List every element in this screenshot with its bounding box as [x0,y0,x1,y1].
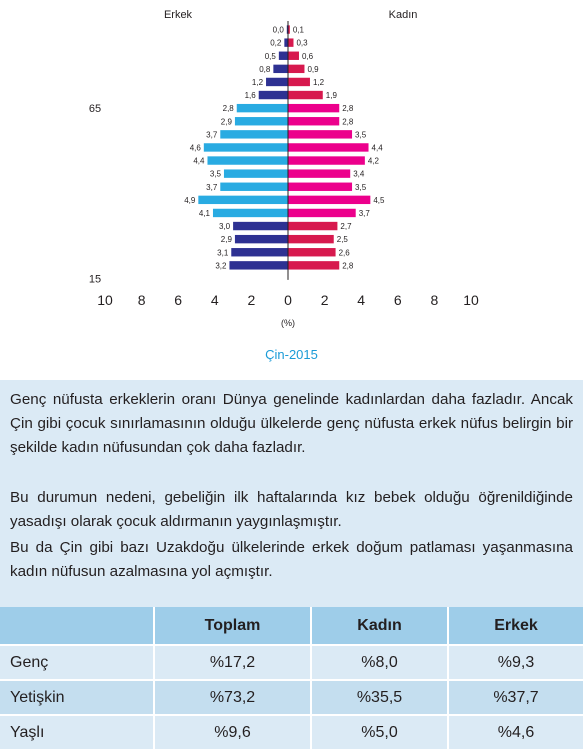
female-bar [288,183,352,191]
x-tick-label: 2 [320,292,329,308]
table-header-row [0,607,583,645]
table-row [0,680,583,715]
table-cell: %9,6 [154,715,311,749]
x-tick-label: 2 [247,292,256,308]
male-value-label: 0,8 [259,64,271,74]
male-value-label: 0,5 [264,51,276,61]
male-value-label: 2,9 [220,235,232,245]
male-value-label: 4,4 [193,156,205,166]
table-cell: %17,2 [154,645,311,680]
row-label: Yaşlı [0,715,154,749]
female-value-label: 4,4 [371,143,383,153]
x-axis-label: (%) [281,318,295,328]
female-value-label: 0,6 [301,51,314,61]
female-value-label: 0,3 [296,38,308,48]
male-bar [220,183,288,191]
male-value-label: 3,5 [209,169,221,179]
female-bar [288,78,310,86]
paragraph-2: Bu durumun nedeni, gebeliğin ilk haftalarında kız bebek olduğu öğrenildiğinde yasadışı olarak çocuk aldırmanın yaygınlaşmıştır. [10,489,573,530]
table-cell: %9,3 [448,645,583,680]
x-tick-label: 10 [463,292,479,308]
male-value-label: 2,8 [222,104,234,114]
female-value-label: 1,2 [312,77,325,87]
female-value-label: 2,8 [342,117,354,127]
female-value-label: 3,4 [353,169,365,179]
male-value-label: 3,0 [218,222,231,232]
female-bar [288,169,350,177]
x-tick-label: 6 [393,292,402,308]
table-cell: %5,0 [311,715,448,749]
paragraph-3: Bu da Çin gibi bazı Uzakdoğu ülkelerinde erkek doğum patlaması yaşanmasına kadın nüfusun azalmasına yol açmıştır. [10,539,573,580]
male-value-label: 3,7 [206,182,218,192]
female-value-label: 4,5 [373,195,385,205]
male-bar [198,196,288,204]
female-bar [288,52,299,60]
male-bar [231,248,288,256]
female-bar [288,235,334,243]
male-bar [213,209,288,217]
male-bar [273,65,288,73]
x-tick-label: 8 [137,292,146,308]
male-bar [284,38,288,46]
age-label: 65 [88,103,102,116]
male-value-label: 3,7 [206,130,218,140]
row-label: Yetişkin [0,680,154,715]
female-bar [288,104,339,112]
x-tick-label: 4 [357,292,366,308]
male-bar [233,222,288,230]
x-tick-label: 0 [284,292,292,308]
male-value-label: 0,0 [272,25,284,35]
chart-title: Çin-2015 [265,347,318,362]
male-value-label: 4,9 [184,195,196,205]
female-value-label: 0,9 [307,64,319,74]
table-cell: %8,0 [311,645,448,680]
explanation-text [0,380,583,607]
female-value-label: 2,5 [336,235,348,245]
male-value-label: 3,2 [215,261,227,271]
female-value-label: 4,2 [367,156,379,166]
population-stats-table [0,607,583,749]
table-cell: %4,6 [448,715,583,749]
male-value-label: 0,2 [270,38,282,48]
x-tick-label: 8 [430,292,439,308]
male-bar [235,235,288,243]
female-bar [288,261,339,269]
female-value-label: 2,8 [342,104,354,114]
table-row [0,645,583,680]
male-value-label: 1,6 [244,91,256,101]
x-tick-label: 4 [210,292,219,308]
female-value-label: 2,6 [338,248,350,258]
male-bar [224,169,288,177]
female-value-label: 0,1 [292,25,304,35]
female-bar [288,143,369,151]
row-label: Genç [0,645,154,680]
male-bar [279,52,288,60]
male-bar [220,130,288,138]
female-bar [288,196,370,204]
female-value-label: 2,7 [340,222,352,232]
female-bar [288,38,293,46]
male-value-label: 2,9 [220,117,232,127]
male-bar [235,117,288,125]
female-bar [288,65,304,73]
table-header-toplam: Toplam [154,607,311,645]
table-cell: %35,5 [311,680,448,715]
female-bar [288,209,356,217]
male-bar [207,156,288,164]
x-tick-label: 6 [174,292,183,308]
female-bar [288,91,323,99]
male-value-label: 3,1 [217,248,229,258]
female-bar [288,222,337,230]
male-value-label: 4,6 [189,143,201,153]
male-bar [237,104,288,112]
male-value-label: 1,2 [251,77,264,87]
female-value-label: 3,7 [358,208,370,218]
paragraph-1: Genç nüfusta erkeklerin oranı Dünya genelinde kadınlardan daha fazladır. Ancak Çin gibi çocuk sınırlamasının olduğu ülkelerde genç nüfusta erkek nüfus belirgin bir şekilde kadın nüfusundan çok daha fazladır. [10,391,573,456]
female-value-label: 3,5 [355,182,367,192]
table-cell: %37,7 [448,680,583,715]
male-value-label: 4,1 [198,208,210,218]
female-value-label: 1,9 [325,91,337,101]
male-bar [266,78,288,86]
table-row [0,715,583,749]
male-bar [259,91,288,99]
female-bar [288,130,352,138]
female-value-label: 2,8 [342,261,354,271]
table-header-kadin: Kadın [311,607,448,645]
male-bar [204,143,288,151]
female-bar [288,117,339,125]
table-cell: %73,2 [154,680,311,715]
male-bar [229,261,288,269]
female-bar [288,156,365,164]
female-bar [288,248,336,256]
female-value-label: 3,5 [355,130,367,140]
age-label: 15 [88,273,102,286]
pyramid-svg [0,0,583,345]
series-label-kadin: Kadın [388,9,418,21]
table-header-erkek: Erkek [448,607,583,645]
table-header-cell [0,607,154,645]
series-label-erkek: Erkek [163,9,193,21]
x-tick-label: 10 [97,292,113,308]
